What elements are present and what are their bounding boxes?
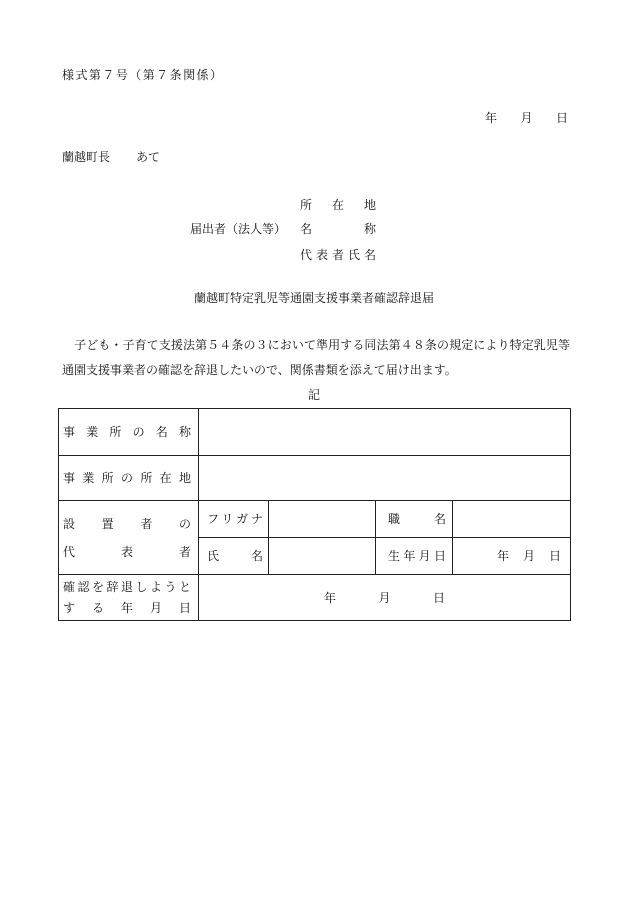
birthdate-value: 年 月 日 (497, 549, 562, 564)
birthdate-label: 生年月日 (388, 549, 450, 564)
table-row-withdrawal-date (59, 575, 571, 621)
name-label-cell (199, 538, 295, 575)
addressee-suffix: あて (136, 150, 161, 164)
body-line-2: 通園支援事業者の確認を辞退したいので、関係書類を添えて届け出ます。 (62, 363, 457, 377)
table-row-office-name (59, 409, 571, 456)
representative-label-line-2: 代表者 (63, 544, 237, 559)
document-title: 蘭越町特定乳児等通園支援事業者確認辞退届 (193, 291, 434, 305)
furigana-value (269, 501, 376, 538)
birthdate-value-cell (453, 538, 571, 575)
furigana-label: フリガナ (207, 512, 266, 527)
name-label: 氏名 (207, 549, 295, 564)
job-title-label-cell (376, 501, 480, 538)
office-name-label-cell (59, 409, 203, 456)
job-title-label: 職名 (388, 512, 480, 527)
applicant-address-label: 所在地 (300, 198, 396, 212)
form-number: 様式第７号（第７条関係） (62, 68, 224, 82)
withdrawal-date-label-line-1: 確認を辞退しようと (63, 579, 194, 594)
applicant-representative-label: 代表者氏名 (300, 248, 380, 262)
birthdate-label-cell (376, 538, 453, 575)
office-address-label: 事業所の所在地 (63, 471, 199, 486)
form-table (58, 408, 571, 621)
withdrawal-date-value: 年 月 日 (324, 590, 452, 605)
body-line-1: 子ども・子育て支援法第５４条の３において準用する同法第４８条の規定により特定乳児等 (62, 338, 571, 352)
addressee: 蘭越町長 (62, 150, 111, 164)
furigana-label-cell (199, 501, 269, 538)
ki-heading: 記 (307, 388, 320, 402)
submission-date: 年 月 日 (485, 111, 568, 125)
table-row-representative-furigana (59, 501, 571, 538)
representative-label-line-1: 設置者の (63, 516, 218, 531)
office-name-value (199, 409, 571, 456)
office-address-value (199, 456, 571, 501)
withdrawal-date-value-cell (199, 575, 571, 621)
office-address-label-cell (59, 456, 199, 501)
table-row-office-address (59, 456, 571, 501)
office-name-label: 事業所の名称 (63, 425, 203, 440)
withdrawal-date-label-line-2: する年月日 (63, 600, 208, 615)
withdrawal-date-label-cell (59, 575, 208, 621)
applicant-name-label: 名称 (300, 222, 428, 236)
applicant-label: 届出者（法人等） (190, 222, 287, 236)
